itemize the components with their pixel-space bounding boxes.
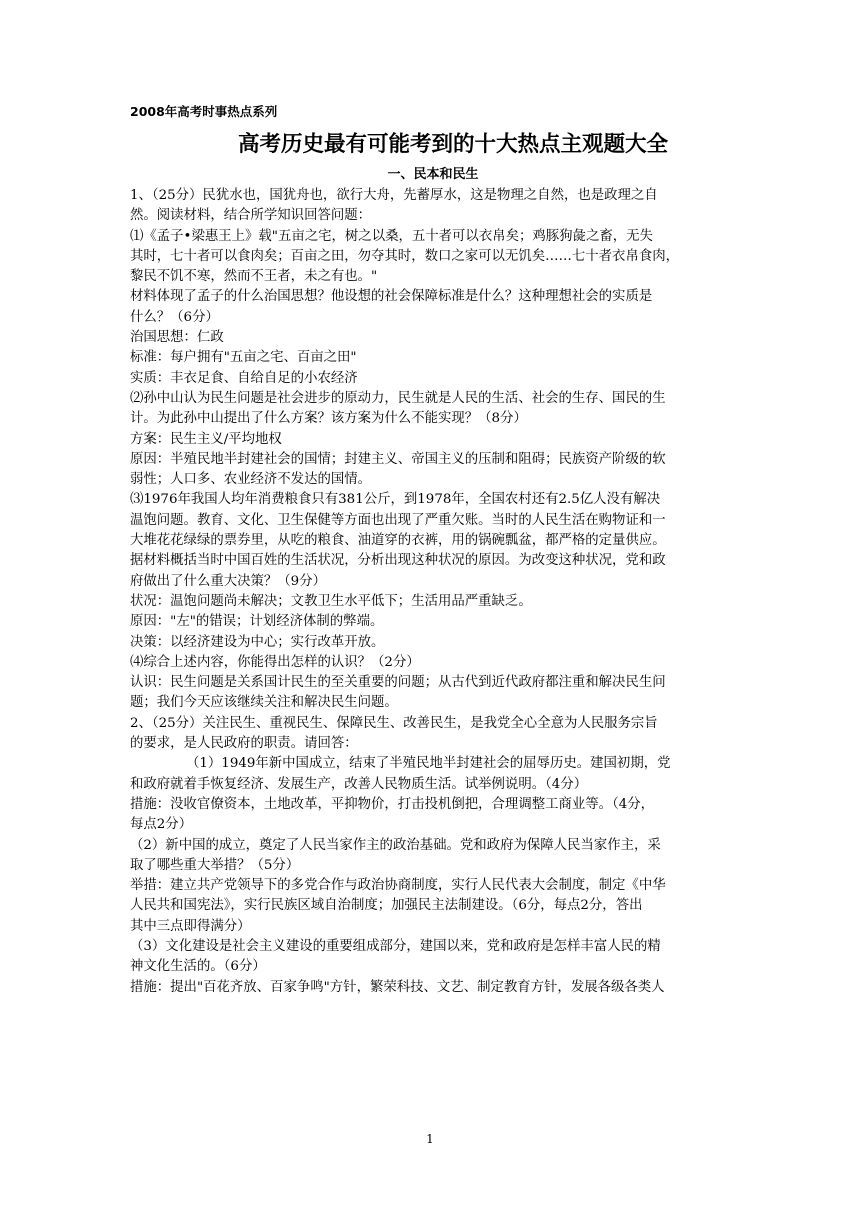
text-line: 取了哪些重大举措？（5分） <box>130 857 300 873</box>
text-line: ⑵孙中山认为民生问题是社会进步的原动力，民生就是人民的生活、社会的生存、国民的生 <box>130 390 666 406</box>
text-line: 治国思想：仁政 <box>130 330 224 346</box>
text-line: 措施：提出"百花齐放、百家争鸣"方针，繁荣科技、文艺、制定教育方针，发展各级各类人 <box>130 979 665 995</box>
text-line: ⑷综合上述内容，你能得出怎样的认识？（2分） <box>130 654 420 670</box>
document-title: 高考历史最有可能考到的十大热点主观题大全 <box>237 132 668 157</box>
text-line: 神文化生活的。（6分） <box>130 959 266 975</box>
text-line: 措施：没收官僚资本，土地改革，平抑物价，打击投机倒把，合理调整工商业等。（4分， <box>130 796 655 812</box>
text-line: 大堆花花绿绿的票券里，从吃的粮食、油道穿的衣裤，用的锅碗瓢盆，都严格的定量供应。 <box>130 533 666 549</box>
text-line: 状况：温饱问题尚未解决；文教卫生水平低下；生活用品严重缺乏。 <box>130 593 532 609</box>
text-line: （2）新中国的成立，奠定了人民当家作主的政治基础。党和政府为保障人民当家作主，采 <box>130 837 661 853</box>
series-label: 2008年高考时事热点系列 <box>130 104 278 119</box>
text-line: 实质：丰衣足食、自给自足的小农经济 <box>130 370 358 386</box>
text-line: 方案：民生主义/平均地权 <box>130 431 282 447</box>
text-line: 其中三点即得满分） <box>130 918 251 934</box>
page-number: 1 <box>426 1132 434 1146</box>
text-line: 原因：半殖民地半封建社会的国情；封建主义、帝国主义的压制和阻碍；民族资产阶级的软 <box>130 451 666 467</box>
text-line: 和政府就着手恢复经济、发展生产，改善人民物质生活。试举例说明。（4分） <box>130 776 588 792</box>
text-line: 举措：建立共产党领导下的多党合作与政治协商制度，实行人民代表大会制度，制定《中华 <box>130 878 666 894</box>
text-line: ⑶1976年我国人均年消费粮食只有381公斤，到1978年，全国农村还有2.5亿人没有解决 <box>130 492 661 508</box>
text-line: （3）文化建设是社会主义建设的重要组成部分，建国以来，党和政府是怎样丰富人民的精 <box>130 938 661 954</box>
text-line: 其时，七十者可以食肉矣；百亩之田，勿夺其时，数口之家可以无饥矣……七十者衣帛食肉， <box>130 248 680 264</box>
text-line: 标准：每户拥有"五亩之宅、百亩之田" <box>130 350 357 366</box>
text-line: 1、（25分）民犹水也，国犹舟也，欲行大舟，先蓄厚水，这是物理之自然，也是政理之自 <box>130 188 658 203</box>
text-line: 原因："左"的错误；计划经济体制的弊端。 <box>130 614 384 630</box>
text-line: 然。阅读材料，结合所学知识回答问题： <box>130 208 372 224</box>
text-line: 材料体现了孟子的什么治国思想？他设想的社会保障标准是什么？这种理想社会的实质是 <box>130 289 653 305</box>
document-page <box>130 104 736 998</box>
section-heading: 一、民本和民生 <box>387 167 479 182</box>
text-line: 2、（25分）关注民生、重视民生、保障民生、改善民生，是我党全心全意为人民服务宗旨 <box>130 715 658 731</box>
text-line: 的要求，是人民政府的职责。请回答： <box>130 736 358 752</box>
text-line: 题；我们今天应该继续关注和解决民生问题。 <box>130 695 398 711</box>
text-line: 弱性；人口多、农业经济不发达的国情。 <box>130 472 372 488</box>
text-line: 什么？（6分） <box>130 309 219 325</box>
text-line: 黎民不饥不寒，然而不王者，未之有也。" <box>130 269 378 285</box>
text-line: （1）1949年新中国成立，结束了半殖民地半封建社会的屈辱历史。建国初期，党 <box>186 756 671 772</box>
text-line: 府做出了什么重大决策？（9分） <box>130 573 326 589</box>
text-line: 认识：民生问题是关系国计民生的至关重要的问题；从古代到近代政府都注重和解决民生问 <box>130 675 666 691</box>
text-line: 据材料概括当时中国百姓的生活状况，分析出现这种状况的原因。为改变这种状况，党和政 <box>130 553 666 569</box>
body-text <box>130 186 736 998</box>
text-line: 每点2分） <box>130 817 193 833</box>
text-line: 温饱问题。教育、文化、卫生保健等方面也出现了严重欠账。当时的人民生活在购物证和一 <box>130 512 666 528</box>
text-line: 计。为此孙中山提出了什么方案？该方案为什么不能实现？（8分） <box>130 411 527 427</box>
text-line: 人民共和国宪法》，实行民族区域自治制度；加强民主法制建设。（6分，每点2分，答出 <box>130 898 643 914</box>
text-line: ⑴《孟子•梁惠王上》载"五亩之宅，树之以桑，五十者可以衣帛矣；鸡豚狗彘之畜，无失 <box>130 228 653 244</box>
text-line: 决策：以经济建设为中心；实行改革开放。 <box>130 634 385 650</box>
